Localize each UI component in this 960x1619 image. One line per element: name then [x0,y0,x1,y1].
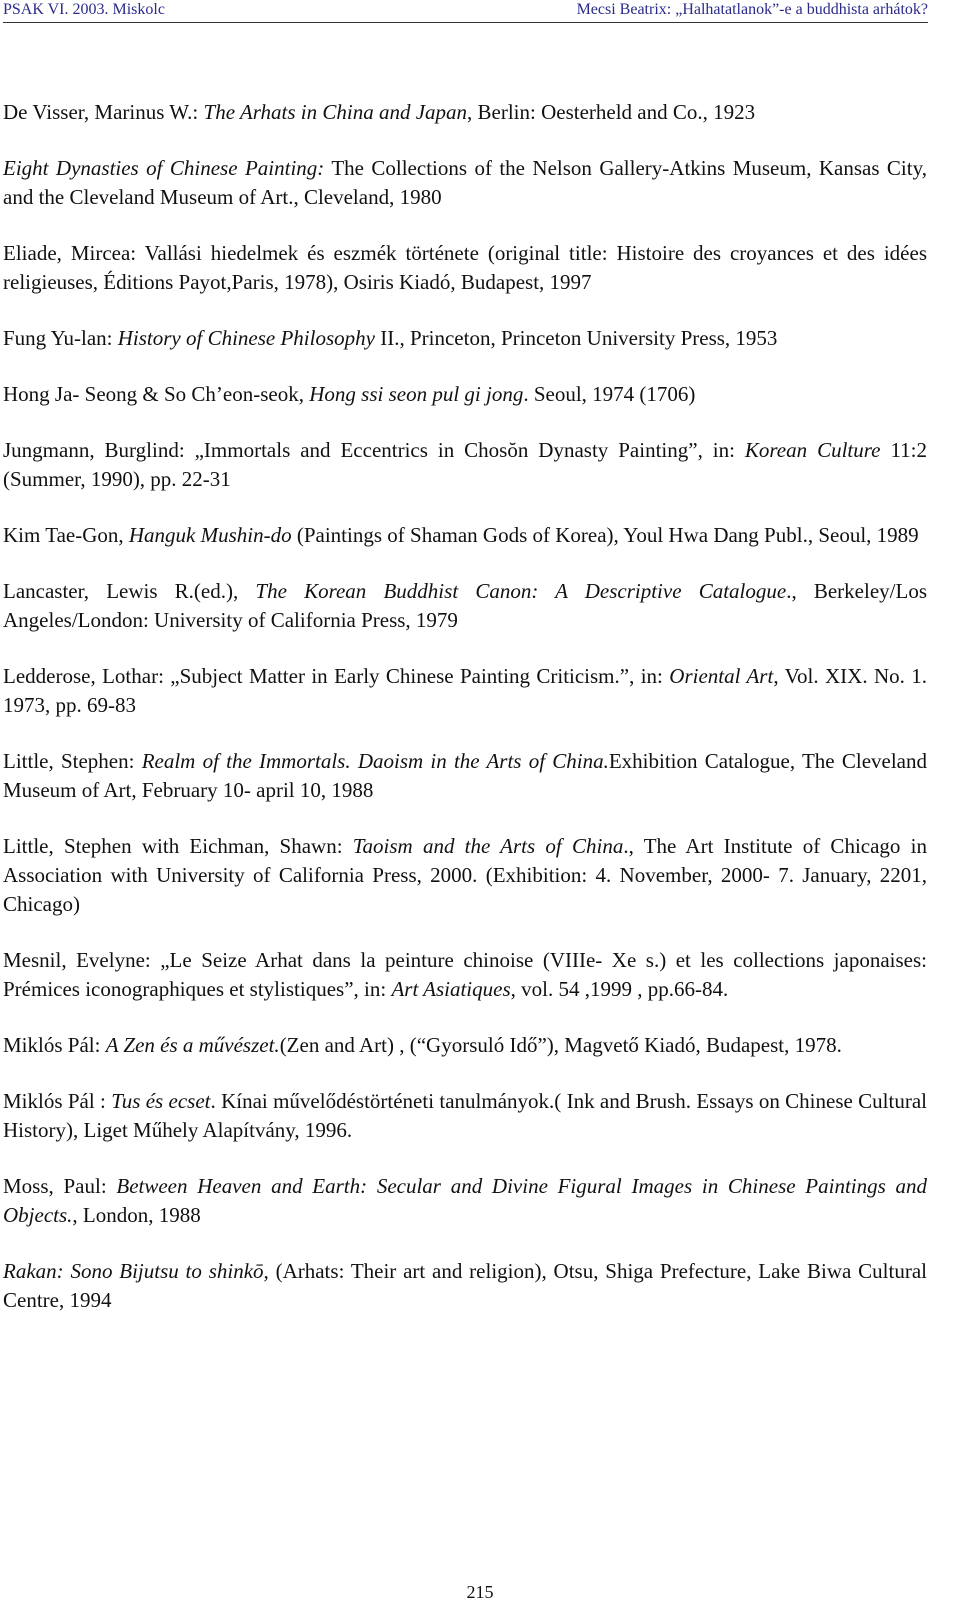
entry-text: Lancaster, Lewis R.(ed.), [3,579,256,603]
entry-text: Mesnil, Evelyne: „Le Seize Arhat dans la peinture chinoise (VIIIe- Xe s.) et les collections japonaises: Prémices iconographiques et stylistiques”, in: [3,948,927,1001]
bibliography-entry-kim [3,521,927,550]
entry-text: Fung Yu-lan: [3,326,118,350]
entry-title-italic: Oriental Art [669,664,774,688]
entry-title-italic: Tus és ecset [111,1089,211,1113]
page-header [0,0,960,22]
bibliography-entry-fung [3,324,927,353]
entry-text: . Seoul, 1974 (1706) [523,382,696,406]
entry-text: , Berlin: Oesterheld and Co., 1923 [467,100,756,124]
entry-title-italic: Taoism and the Arts of China [352,834,624,858]
entry-text: Miklós Pál : [3,1089,112,1113]
entry-text: (Paintings of Shaman Gods of Korea), Youl Hwa Dang Publ., Seoul, 1989 [291,523,919,547]
entry-text: (Arhats: Their art and religion), Otsu, Shiga Prefecture, Lake Biwa Cultural Centre, 1994 [3,1259,927,1312]
bibliography-entry-eliade [3,239,927,297]
header-conference: PSAK VI. 2003. Miskolc [3,1,165,18]
entry-text: ., The Art Institute of Chicago in Association with University of California Press, 2000. (Exhibition: 4. November, 2000- 7. January, 2201, Chicago) [3,834,927,916]
bibliography-entry-eight-dynasties [3,154,927,212]
entry-text: Hong Ja- Seong & So Ch’eon-seok, [3,382,310,406]
bibliography-entry-hong [3,380,927,409]
entry-text: (Zen and Art) , (“Gyorsuló Idő”), Magvető Kiadó, Budapest, 1978. [279,1033,842,1057]
entry-title-italic: Art Asiatiques [391,977,511,1001]
entry-text: Exhibition Catalogue, The Cleveland Museum of Art, February 10- april 10, 1988 [3,749,927,802]
entry-title-italic: Hanguk Mushin-do [128,523,292,547]
bibliography-entry-miklos-2 [3,1087,927,1145]
entry-title-italic: Eight Dynasties of Chinese Painting: [3,156,325,180]
bibliography-entry-jungmann [3,436,927,494]
entry-title-italic: Hong ssi seon pul gi jong [309,382,524,406]
entry-text: 11:2 (Summer, 1990), pp. 22-31 [3,438,927,491]
bibliography-entry-little-1 [3,747,927,805]
bibliography-entry-devisser [3,98,927,127]
bibliography-entry-ledderose [3,662,927,720]
entry-text: Ledderose, Lothar: „Subject Matter in Early Chinese Painting Criticism.”, in: [3,664,670,688]
entry-title-italic: Realm of the Immortals. Daoism in the Arts of China. [141,749,609,773]
entry-title-italic: History of Chinese Philosophy [117,326,375,350]
bibliography-list [3,98,927,1342]
entry-title-italic: Korean Culture [744,438,881,462]
entry-title-italic: A Zen és a művészet. [105,1033,280,1057]
entry-text: Eliade, Mircea: Vallási hiedelmek és eszmék története (original title: Histoire des croyances et des idées religieuses, Éditions Payot,Paris, 1978), Osiris Kiadó, Budapest, 1997 [3,241,927,294]
entry-text: II., Princeton, Princeton University Press, 1953 [374,326,778,350]
entry-title-italic: Between Heaven and Earth: Secular and Divine Figural Images in Chinese Paintings and Objects. [3,1174,927,1227]
bibliography-entry-lancaster [3,577,927,635]
bibliography-entry-mesnil [3,946,927,1004]
entry-title-italic: Rakan: Sono Bijutsu to shinkō, [3,1259,269,1283]
entry-text: . Kínai művelődéstörténeti tanulmányok.( Ink and Brush. Essays on Chinese Cultural History), Liget Műhely Alapítvány, 1996. [3,1089,927,1142]
entry-text: Kim Tae-Gon, [3,523,129,547]
entry-text: ., Berkeley/Los Angeles/London: University of California Press, 1979 [3,579,927,632]
page-number: 215 [466,1582,494,1602]
bibliography-entry-moss [3,1172,927,1230]
entry-text: The Collections of the Nelson Gallery-Atkins Museum, Kansas City, and the Cleveland Museum of Art., Cleveland, 1980 [3,156,927,209]
entry-text: , Vol. XIX. No. 1. 1973, pp. 69-83 [3,664,928,717]
bibliography-entry-little-2 [3,832,927,919]
entry-text: Little, Stephen with Eichman, Shawn: [3,834,353,858]
entry-text: Little, Stephen: [3,749,142,773]
entry-title-italic: The Arhats in China and Japan [203,100,468,124]
entry-title-italic: The Korean Buddhist Canon: A Descriptive Catalogue [255,579,787,603]
header-divider [3,22,928,23]
entry-text: , vol. 54 ,1999 , pp.66-84. [510,977,729,1001]
header-article-title: Mecsi Beatrix: „Halhatatlanok”-e a buddhista arhátok? [576,1,928,18]
entry-text: , London, 1988 [72,1203,201,1227]
bibliography-entry-miklos-1 [3,1031,927,1060]
entry-text: Moss, Paul: [3,1174,117,1198]
entry-text: Miklós Pál: [3,1033,106,1057]
entry-text: De Visser, Marinus W.: [3,100,204,124]
entry-text: Jungmann, Burglind: „Immortals and Eccentrics in Chosŏn Dynasty Painting”, in: [3,438,745,462]
bibliography-entry-rakan [3,1257,927,1315]
